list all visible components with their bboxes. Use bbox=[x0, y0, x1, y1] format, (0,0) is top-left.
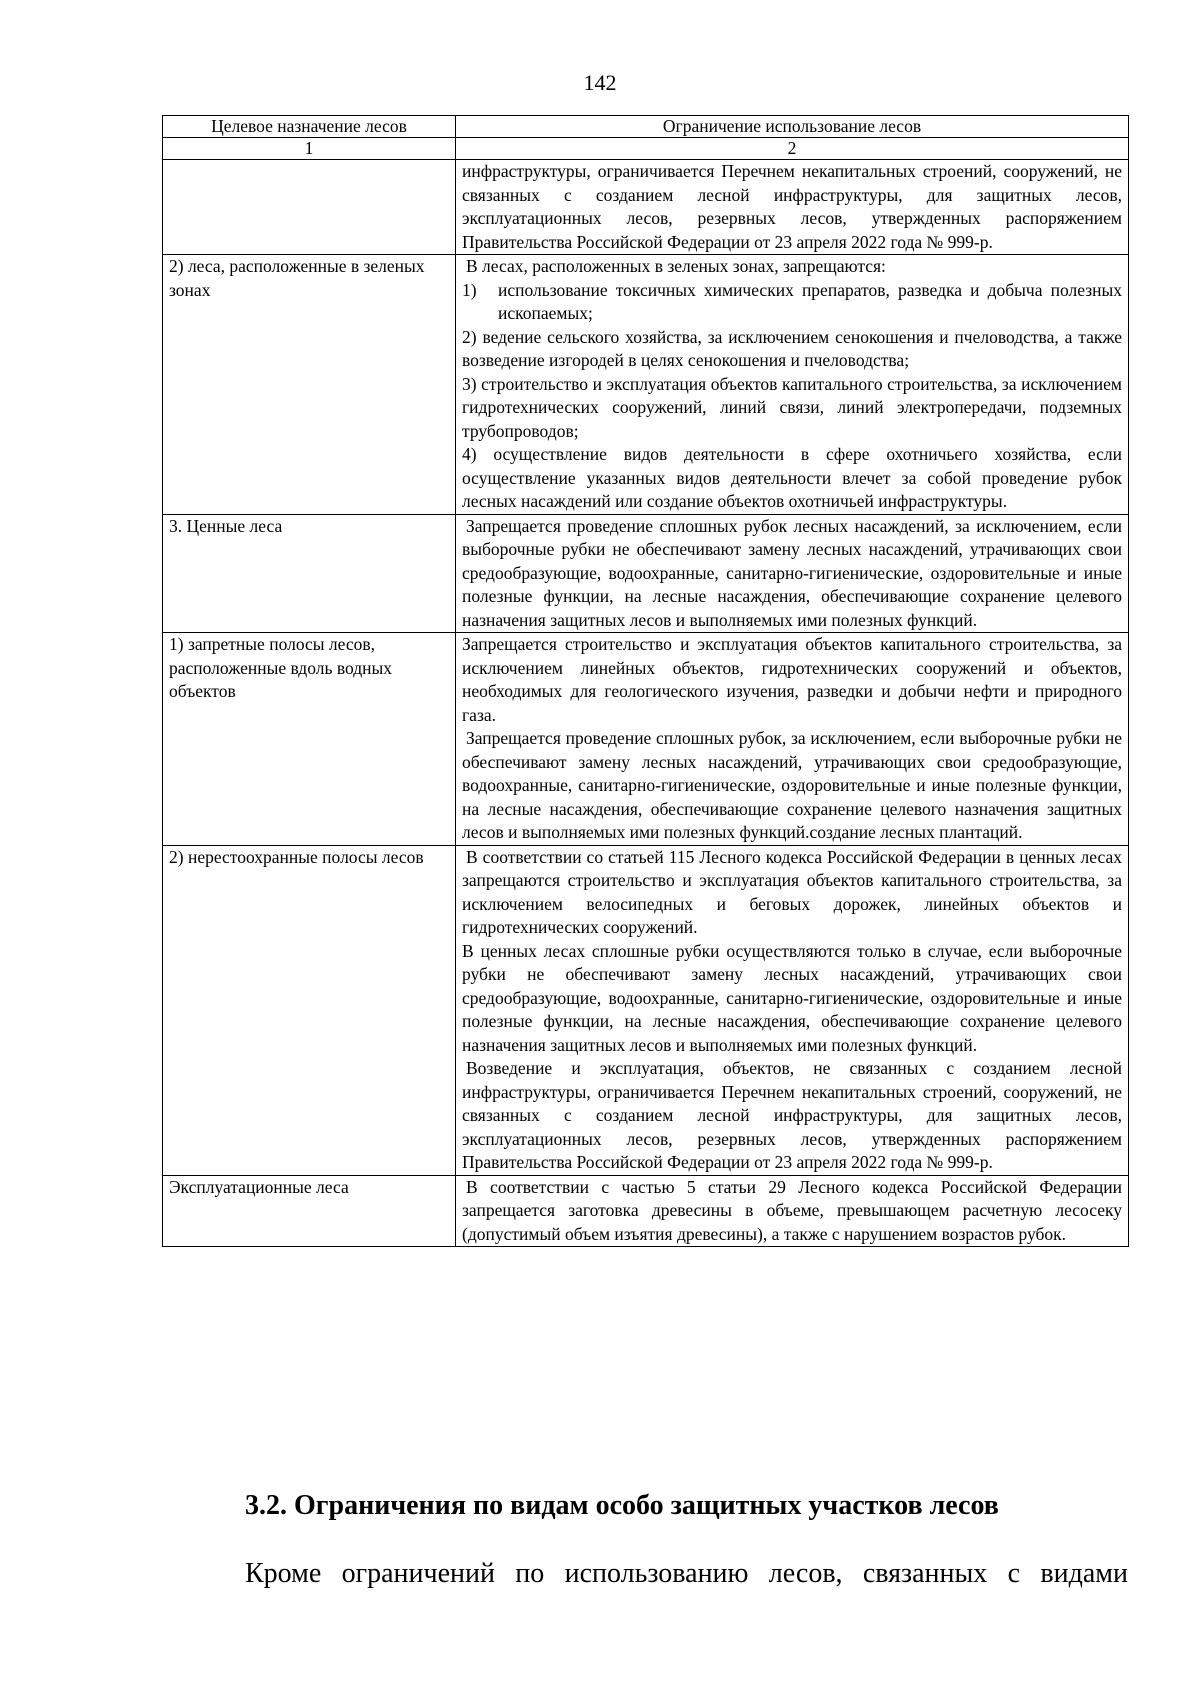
restriction-paragraph: В соответствии со статьей 115 Лесного кодекса Российской Федерации в ценных лесах запрещаются строительство и эксплуатация объектов капитального строительства, за исключением велосипедных и беговых дорожек, линейных объектов и гидротехнических сооружений. bbox=[462, 846, 1122, 937]
restriction-paragraph: Возведение и эксплуатация, объектов, не связанных с созданием лесной инфраструктуры, ограничивается Перечнем некапитальных строений, сооружений, не связанных с созданием лесной инфраструктуры, для защитных лесов, эксплуатационных лесов, резервных лесов, утвержденных распоряжением Правительства Российской Федерации от 23 апреля 2022 года № 999-р. bbox=[462, 1058, 1122, 1172]
restriction-paragraph: В соответствии с частью 5 статьи 29 Лесного кодекса Российской Федерации запрещается заготовка древесины в объеме, превышающем расчетную лесосеку (допустимый объем изъятия древесины), а также с нарушением возрастов рубок. bbox=[462, 1176, 1122, 1244]
row-purpose: 2) нерестоохранные полосы лесов bbox=[163, 845, 456, 1175]
restriction-paragraph: Запрещается строительство и эксплуатация объектов капитального строительства, за исключением линейных объектов, гидротехнических сооружений и объектов, необходимых для геологического изучения, разведки и добычи нефти и природного газа. bbox=[462, 634, 1122, 725]
row-purpose: 3. Ценные леса bbox=[163, 514, 456, 633]
table-header-row bbox=[163, 116, 1129, 138]
body-paragraph: Кроме ограничений по использованию лесов, связанных с видами bbox=[245, 1558, 1128, 1589]
row-restriction bbox=[456, 160, 1129, 255]
restriction-paragraph: инфраструктуры, ограничивается Перечнем некапитальных строений, сооружений, не связанных с созданием лесной инфраструктуры, для защитных лесов, эксплуатационных лесов, резервных лесов, утвержденных распоряжением Правительства Российской Федерации от 23 апреля 2022 года № 999-р. bbox=[462, 161, 1122, 252]
header-purpose: Целевое назначение лесов bbox=[163, 116, 456, 138]
restriction-paragraph: Запрещается проведение сплошных рубок, за исключением, если выборочные рубки не обеспечивают замену лесных насаждений, утрачивающих свои средообразующие, водоохранные, санитарно-гигиенические, оздоровительные и иные полезные функции, на лесные насаждения, обеспечивающие сохранение целевого назначения защитных лесов и выполняемых ими полезных функций.создание лесных плантаций. bbox=[462, 728, 1122, 842]
list-item-text: использование токсичных химических препаратов, разведка и добыча полезных ископаемых; bbox=[498, 279, 1122, 323]
restriction-paragraph: 3) строительство и эксплуатация объектов капитального строительства, за исключением гидротехнических сооружений, линий связи, линий электропередачи, подземных трубопроводов; bbox=[462, 373, 1122, 441]
row-restriction bbox=[456, 255, 1129, 515]
row-purpose: 2) леса, расположенные в зеленых зонах bbox=[163, 255, 456, 515]
restriction-intro: В лесах, расположенных в зеленых зонах, запрещаются: bbox=[466, 256, 886, 276]
restriction-paragraph: В ценных лесах сплошные рубки осуществляются только в случае, если выборочные рубки не обеспечивают замену лесных насаждений, утрачивающих свои средообразующие, водоохранные, санитарно-гигиенические, оздоровительные и иные полезные функции, на лесные насаждения, обеспечивающие сохранение целевого назначения защитных лесов и выполняемых ими полезных функций. bbox=[462, 940, 1122, 1055]
restriction-paragraph: 4) осуществление видов деятельности в сфере охотничьего хозяйства, если осуществление указанных видов деятельности влечет за собой проведение рубок лесных насаждений или создание объектов охотничьей инфраструктуры. bbox=[462, 444, 1122, 511]
table-row bbox=[163, 633, 1129, 846]
forest-restrictions-table bbox=[162, 115, 1129, 1247]
row-restriction bbox=[456, 1175, 1129, 1247]
page-number: 142 bbox=[583, 70, 617, 95]
row-restriction bbox=[456, 514, 1129, 633]
row-purpose bbox=[163, 160, 456, 255]
row-purpose: 1) запретные полосы лесов, расположенные вдоль водных объектов bbox=[163, 633, 456, 846]
restriction-paragraph: 2) ведение сельского хозяйства, за исключением сенокошения и пчеловодства, а также возведение изгородей в целях сенокошения и пчеловодства; bbox=[462, 326, 1122, 370]
table-row bbox=[163, 160, 1129, 255]
table-row bbox=[163, 1175, 1129, 1247]
restriction-list-item bbox=[462, 279, 1122, 326]
table-row bbox=[163, 514, 1129, 633]
row-purpose: Эксплуатационные леса bbox=[163, 1175, 456, 1247]
restriction-paragraph: Запрещается проведение сплошных рубок лесных насаждений, за исключением, если выборочные рубки не обеспечивают замену лесных насаждений, утрачивающих свои средообразующие, водоохранные, санитарно-гигиенические, оздоровительные и иные полезные функции, на лесные насаждения, обеспечивающие сохранение целевого назначения защитных лесов и выполняемых ими полезных функций. bbox=[462, 515, 1122, 630]
row-restriction bbox=[456, 845, 1129, 1175]
column-number-row bbox=[163, 138, 1129, 160]
section-heading: 3.2. Ограничения по видам особо защитных участков лесов bbox=[245, 1490, 999, 1521]
table-row bbox=[163, 845, 1129, 1175]
column-number-1: 1 bbox=[163, 138, 456, 160]
column-number-2: 2 bbox=[456, 138, 1129, 160]
header-restrictions: Ограничение использование лесов bbox=[456, 116, 1129, 138]
list-item-number: 1) bbox=[462, 279, 477, 300]
row-restriction bbox=[456, 633, 1129, 846]
table-row bbox=[163, 255, 1129, 515]
